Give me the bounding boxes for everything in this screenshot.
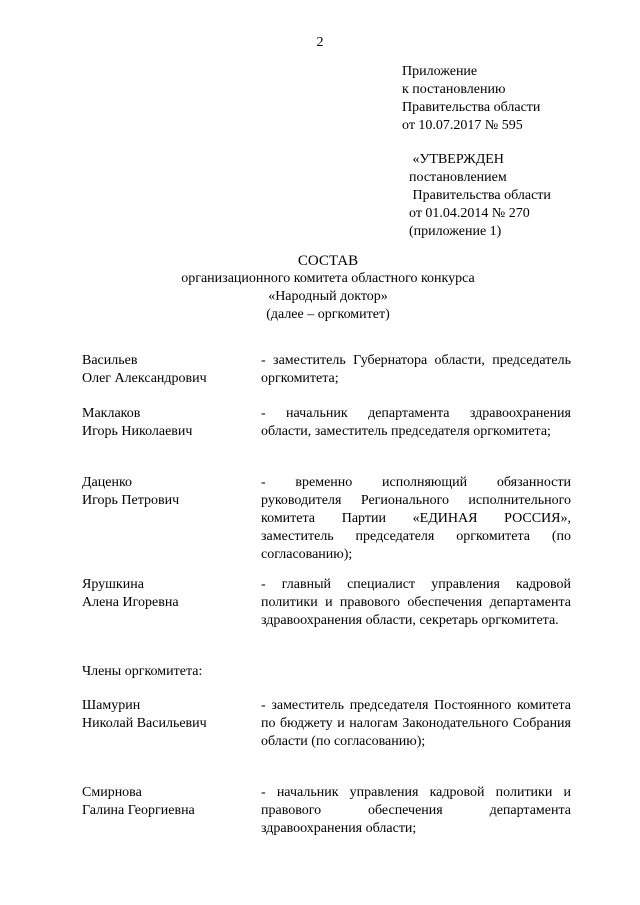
- member-given-name: Олег Александрович: [82, 371, 207, 386]
- member-given-name: Игорь Петрович: [82, 493, 180, 508]
- member-given-name: Галина Георгиевна: [82, 803, 195, 818]
- approval-line: постановлением: [409, 170, 507, 185]
- member-name: [82, 784, 252, 820]
- appendix-line: к постановлению: [402, 82, 506, 97]
- member-name: [82, 474, 252, 510]
- member-role: - заместитель Губернатора области, председатель оргкомитета;: [261, 353, 571, 386]
- member-name: [82, 576, 252, 612]
- member-surname: Смирнова: [82, 785, 142, 800]
- members-label: Члены оргкомитета:: [82, 664, 203, 679]
- member-given-name: Игорь Николаевич: [82, 424, 193, 439]
- heading-line: (далее – оргкомитет): [266, 307, 390, 322]
- member-role: - начальник управления кадровой политики и правового обеспечения департамента здравоохранения области;: [261, 785, 571, 836]
- member-role: - начальник департамента здравоохранения области, заместитель председателя оргкомитета;: [261, 406, 571, 439]
- member-surname: Ярушкина: [82, 577, 144, 592]
- heading-line: «Народный доктор»: [268, 289, 388, 304]
- member-name: [82, 352, 252, 388]
- appendix-line: Приложение: [402, 64, 478, 79]
- member-surname: Васильев: [82, 353, 138, 368]
- member-role: - временно исполняющий обязанности руководителя Регионального исполнительного комитета Партии «ЕДИНАЯ РОССИЯ», заместитель председателя оргкомитета (по согласованию);: [261, 475, 571, 562]
- appendix-line: от 10.07.2017 № 595: [402, 118, 523, 133]
- approval-line: (приложение 1): [409, 224, 502, 239]
- heading-line: организационного комитета областного конкурса: [181, 271, 475, 286]
- member-name: [82, 405, 252, 441]
- appendix-block: [402, 63, 540, 135]
- member-given-name: Алена Игоревна: [82, 595, 179, 610]
- member-surname: Даценко: [82, 475, 133, 490]
- document-title: СОСТАВ: [297, 253, 359, 269]
- page-number: 2: [316, 35, 324, 50]
- member-role: - заместитель председателя Постоянного комитета по бюджету и налогам Законодательного Собрания области (по согласованию);: [261, 698, 571, 749]
- appendix-line: Правительства области: [402, 100, 541, 115]
- member-given-name: Николай Васильевич: [82, 716, 207, 731]
- approval-line: Правительства области: [409, 188, 551, 203]
- member-name: [82, 697, 252, 733]
- member-surname: Шамурин: [82, 698, 141, 713]
- approval-line: от 01.04.2014 № 270: [409, 206, 530, 221]
- document-heading: [0, 252, 640, 324]
- member-role: - главный специалист управления кадровой политики и правового обеспечения департамента здравоохранения области, секретарь оргкомитета.: [261, 577, 571, 628]
- approval-block: [409, 151, 551, 241]
- approval-line: «УТВЕРЖДЕН: [409, 152, 504, 167]
- member-surname: Маклаков: [82, 406, 141, 421]
